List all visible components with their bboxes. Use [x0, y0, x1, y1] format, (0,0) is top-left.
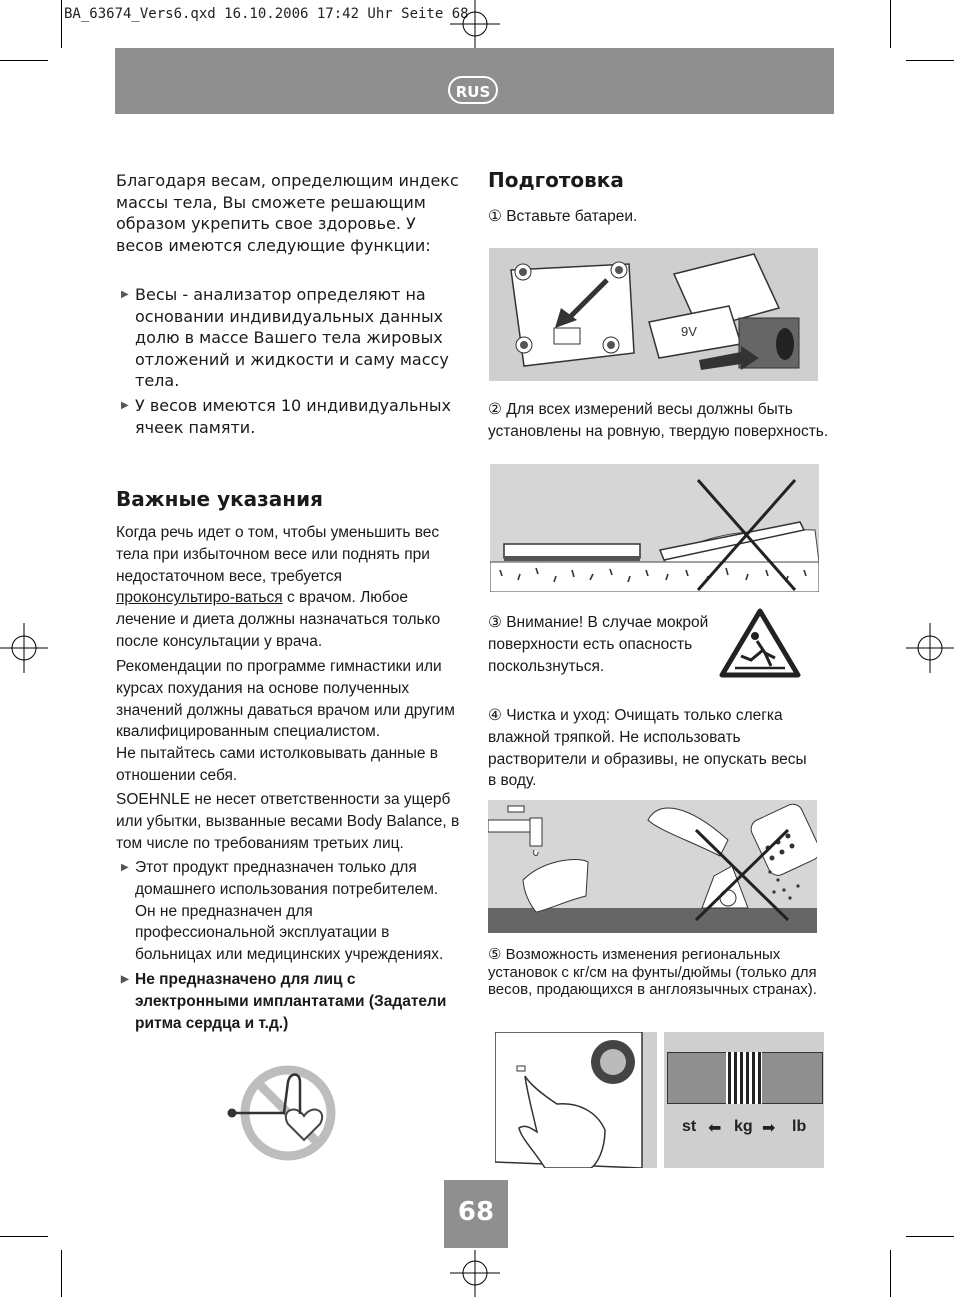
intro-paragraph: Благодаря весам, определющим индекс массы тела, Вы сможете решающим образом укрепить свое здоровье. У весов имеются следующие функции: [116, 171, 459, 255]
step-number: ① [488, 208, 502, 225]
crop-mark [890, 0, 891, 48]
prep-step [488, 705, 818, 792]
step-number: ② [488, 401, 502, 418]
feature-item [121, 284, 455, 392]
important-title: Важные указания [116, 487, 323, 511]
unit-st: st [682, 1118, 697, 1135]
crop-mark [906, 1236, 954, 1237]
feature-text: У весов имеются 10 индивидуальных ячеек памяти. [135, 396, 451, 437]
prep-step [488, 206, 828, 228]
important-paragraph-1: Когда речь идет о том, чтобы уменьшить вес тела при избыточном весе или поднять при недостаточном весе, требуется проконсультиро-ваться с врачом. Любое лечение и диета должны назначаться только после консультации у врача. [116, 524, 441, 650]
registration-mark-icon [906, 623, 954, 673]
registration-mark-icon [450, 0, 500, 48]
crop-mark [0, 1236, 48, 1237]
flat-surface-illustration [490, 464, 819, 592]
unit-switch-illustration [495, 1032, 657, 1168]
cleaning-illustration [488, 800, 817, 933]
important-bullet: ▶ Этот продукт предназначен только для домашнего использования потребителем. Он не предназначен для профессиональной эксплуатации в больницах или медицинских учреждениях. [121, 859, 444, 964]
bullet-icon: ▶ [121, 862, 129, 873]
step-text: Для всех измерений весы должны быть установлены на ровную, твердую поверхность. [488, 401, 829, 440]
page-number: 68 [444, 1180, 508, 1248]
important-paragraph-4: SOEHNLE не несет ответственности за ущерб или убытки, вызванные весами Body Balance, в том числе по требованиям третьих лиц. [116, 791, 460, 852]
slippery-warning-icon [719, 608, 801, 678]
step-number: ④ [488, 707, 502, 724]
crop-mark [890, 1250, 891, 1297]
bullet-icon: ▶ [121, 289, 129, 300]
feature-text: Весы - анализатор определяют на основании индивидуальных данных долю в массе Вашего тела жировых отложений и жидкости и саму массу тела. [135, 285, 449, 391]
consult-link: проконсультиро-ваться [116, 589, 283, 607]
file-header: BA_63674_Vers6.qxd 16.10.2006 17:42 Uhr Seite 68 [64, 6, 469, 22]
prep-step [488, 946, 833, 999]
crop-mark [906, 60, 954, 61]
lcd-segments-icon [726, 1052, 762, 1104]
registration-mark-icon [450, 1250, 500, 1297]
arrow-right-icon: ➡ [762, 1118, 776, 1137]
important-paragraph-2: Рекомендации по программе гимнастики или курсах похудания на основе полученных значений должны даваться врачом или другим квалифицированным специалистом. [116, 658, 455, 741]
battery-insert-illustration [489, 248, 818, 381]
important-bullet-bold: ▶ Не предназначено для лиц с электронными имплантатами (Задатели ритма сердца и т.д.) [121, 971, 447, 1032]
prep-title: Подготовка [488, 168, 624, 192]
unit-lb: lb [792, 1118, 807, 1135]
bullet-icon: ▶ [121, 974, 129, 985]
no-pacemaker-icon [222, 1064, 337, 1162]
feature-item [121, 395, 455, 438]
step-text: Чистка и уход: Очищать только слегка влажной тряпкой. Не использовать растворители и образивы, не опускать весы в воду. [488, 707, 807, 790]
crop-mark [61, 0, 62, 48]
step-number: ⑤ [488, 946, 502, 963]
important-paragraph-3: Не пытайтесь сами истолковывать данные в отношении себя. [116, 745, 439, 784]
registration-mark-icon [0, 623, 48, 673]
unit-kg: kg [734, 1118, 753, 1135]
arrow-left-icon: ⬅ [708, 1118, 722, 1137]
unit-display-panel [664, 1032, 824, 1168]
step-text: Возможность изменения региональных установок с кг/см на фунты/дюймы (только для весов, продающихся в англоязычных странах). [488, 946, 817, 999]
prep-step [488, 399, 833, 443]
language-badge: RUS [448, 76, 498, 104]
battery-label: 9V [681, 324, 697, 339]
crop-mark [0, 60, 48, 61]
step-text: Вставьте батареи. [506, 208, 638, 225]
bullet-icon: ▶ [121, 400, 129, 411]
step-number: ③ [488, 614, 502, 631]
prep-step [488, 612, 713, 677]
crop-mark [61, 1250, 62, 1297]
step-text: Внимание! В случае мокрой поверхности есть опасность поскользнуться. [488, 614, 709, 675]
